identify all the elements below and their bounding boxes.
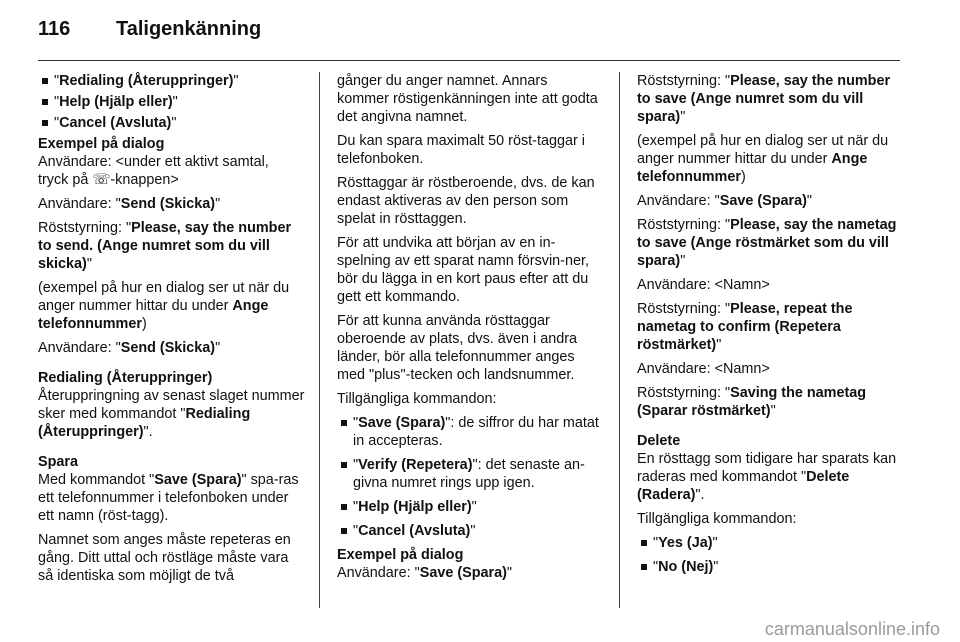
paragraph: Namnet som anges måste repeteras en gång. Ditt uttal och röstläge måste vara så identiska som möjligt de två xyxy=(38,532,291,584)
paragraph: (exempel på hur en dialog ser ut när du anger nummer hittar du under Ange telefonnummer) xyxy=(38,280,290,332)
bullet-item: "Help (Hjälp eller)" xyxy=(38,93,306,111)
paragraph: Med kommandot "Save (Spara)" spa-ras ett telefonnummer i telefonboken under ett namn (röst-tagg). xyxy=(38,472,299,524)
paragraph: Användare: <Namn> xyxy=(637,361,770,377)
section-heading: Exempel på dialog xyxy=(337,547,464,563)
paragraph: Användare: "Save (Spara)" xyxy=(337,565,513,581)
section-heading: Redialing (Återuppringer) xyxy=(38,370,213,386)
bullet-item: "Help (Hjälp eller)" xyxy=(337,498,603,516)
bullet-item: "No (Nej)" xyxy=(637,558,903,576)
bullet-item: "Verify (Repetera)": det senaste an-givna numret rings upp igen. xyxy=(337,456,603,492)
page-title: Taligenkänning xyxy=(116,18,262,40)
paragraph: För att kunna använda rösttaggar oberoende av plats, dvs. även i andra länder, bör alla telefonnummer anges med "plus"-tecken och landsnummer. xyxy=(337,313,578,383)
paragraph: Användare: "Send (Skicka)" xyxy=(38,340,221,356)
column-divider xyxy=(619,72,620,608)
paragraph: Tillgängliga kommandon: xyxy=(637,511,797,527)
section-heading: Exempel på dialog xyxy=(38,136,165,152)
paragraph: Användare: <under ett aktivt samtal, tryck på ☏-knappen> xyxy=(38,154,269,188)
section-heading: Spara xyxy=(38,454,78,470)
bullet-item: "Cancel (Avsluta)" xyxy=(337,522,603,540)
paragraph: Användare: <Namn> xyxy=(637,277,770,293)
column-3 xyxy=(637,72,903,582)
watermark: carmanualsonline.info xyxy=(764,619,940,639)
bullet-item: "Redialing (Återuppringer)" xyxy=(38,72,306,90)
column-2 xyxy=(337,72,603,588)
paragraph: Röststyrning: "Please, say the nametag to save (Ange röstmärket som du vill spara)" xyxy=(637,217,897,269)
paragraph: Användare: "Send (Skicka)" xyxy=(38,196,221,212)
paragraph: gånger du anger namnet. Annars kommer röstigenkänningen inte att godta det angivna namnet. xyxy=(337,73,598,125)
paragraph: Du kan spara maximalt 50 röst-taggar i telefonboken. xyxy=(337,133,585,167)
bullet-item: "Save (Spara)": de siffror du har matat in accepteras. xyxy=(337,414,603,450)
column-1 xyxy=(38,72,306,591)
paragraph: Röststyrning: "Please, say the number to send. (Ange numret som du vill skicka)" xyxy=(38,220,292,272)
paragraph: Rösttaggar är röstberoende, dvs. de kan endast aktiveras av den person som spelat in rösttaggen. xyxy=(337,175,595,227)
section-heading: Delete xyxy=(637,433,681,449)
paragraph: En rösttagg som tidigare har sparats kan raderas med kommandot "Delete (Radera)". xyxy=(637,451,897,503)
paragraph: Återuppringning av senast slaget nummer sker med kommandot "Redialing (Återuppringer)". xyxy=(38,388,305,440)
phone-icon: ☏ xyxy=(92,172,111,188)
paragraph: Användare: "Save (Spara)" xyxy=(637,193,813,209)
column-divider xyxy=(319,72,320,608)
paragraph: Tillgängliga kommandon: xyxy=(337,391,497,407)
paragraph: Röststyrning: "Please, say the number to save (Ange numret som du vill spara)" xyxy=(637,73,891,125)
paragraph: För att undvika att början av en in-spelning av ett sparat namn försvin-ner, bör du lägga in en kort paus efter att du gett ett kommando. xyxy=(337,235,589,305)
paragraph: (exempel på hur en dialog ser ut när du anger nummer hittar du under Ange telefonnummer) xyxy=(637,133,889,185)
paragraph: Röststyrning: "Please, repeat the nametag to confirm (Repetera röstmärket)" xyxy=(637,301,853,353)
bullet-item: "Cancel (Avsluta)" xyxy=(38,114,306,132)
bullet-item: "Yes (Ja)" xyxy=(637,534,903,552)
paragraph: Röststyrning: "Saving the nametag (Sparar röstmärket)" xyxy=(637,385,867,419)
page-number: 116 xyxy=(38,18,71,40)
header-rule xyxy=(38,60,900,61)
